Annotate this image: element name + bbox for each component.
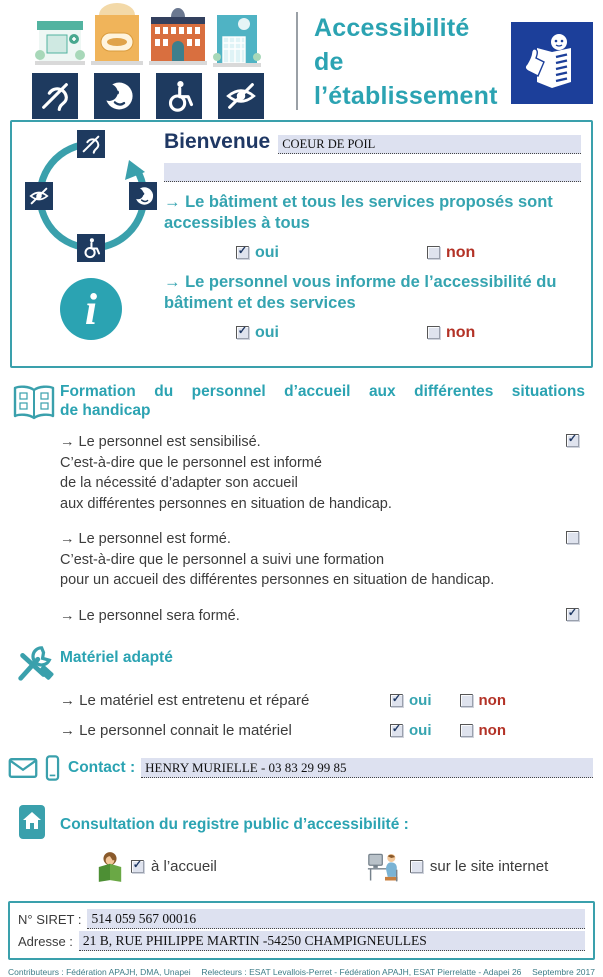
site-internet-checkbox[interactable]	[410, 860, 423, 873]
materiel-label: → Le personnel connait le matériel	[60, 721, 292, 739]
accueil-label: à l’accueil	[151, 858, 217, 876]
materiel-section-header	[8, 642, 595, 684]
materiel-label: → Le matériel est entretenu et réparé	[60, 691, 310, 709]
q2-oui-label: oui	[255, 323, 279, 341]
consultation-options	[96, 851, 603, 883]
item-title: → Le personnel est sensibilisé.	[60, 434, 261, 450]
disability-cycle-icon	[25, 130, 157, 262]
item-detail: de la nécessité d’adapter son accueil	[60, 475, 298, 492]
header	[0, 0, 603, 118]
materiel-heading: Matériel adapté	[60, 648, 173, 666]
item-title: → Le personnel sera formé.	[60, 608, 240, 625]
contact-label: Contact :	[68, 758, 136, 776]
welcome-label: Bienvenue	[164, 130, 271, 153]
item-detail: C’est-à-dire que le personnel a suivi une formation	[60, 551, 385, 568]
question-staff-informs: → Le personnel vous informe de l’accessibilité du bâtiment et des services	[164, 272, 557, 313]
q2-oui-checkbox[interactable]: ✓	[237, 325, 248, 338]
siret-input[interactable]: 514 059 567 00016	[87, 909, 585, 929]
envelope-icon	[8, 757, 38, 779]
accueil-checkbox[interactable]: ✓	[132, 859, 143, 872]
q2-non-checkbox[interactable]	[427, 326, 440, 339]
formation-section-header	[8, 382, 595, 422]
hearing-impairment-icon	[32, 73, 78, 119]
item-detail: pour un accueil des différentes personnes en situation de handicap.	[60, 572, 495, 589]
easy-read-logo	[511, 22, 593, 104]
materiel-entretenu-oui-checkbox[interactable]: ✓	[391, 692, 402, 705]
pharmacy-building-icon	[35, 15, 85, 67]
formation-item-forme	[60, 529, 579, 591]
establishment-name-input[interactable]: COEUR DE POIL	[278, 135, 581, 154]
footer-relecteurs: Relecteurs : ESAT Levallois-Perret - Fédération APAJH, ESAT Pierrelatte - Adapei 26	[201, 966, 522, 977]
q1-non-checkbox[interactable]	[427, 246, 440, 259]
non-label: non	[478, 721, 506, 739]
oui-label: oui	[409, 721, 432, 739]
materiel-row-entretenu	[60, 692, 579, 709]
town-hall-building-icon	[149, 7, 207, 67]
q2-non-label: non	[446, 323, 476, 341]
visual-impairment-icon	[218, 73, 264, 119]
page-title-line2: de l’établissement	[314, 48, 498, 110]
consultation-heading: Consultation du registre public d’accessibilité :	[60, 815, 409, 833]
consultation-section-header	[8, 801, 595, 841]
formation-items	[60, 432, 579, 627]
materiel-entretenu-non-checkbox[interactable]	[460, 694, 473, 707]
bakery-building-icon	[91, 9, 143, 67]
person-reading-icon	[96, 851, 124, 883]
materiel-row-connait	[60, 722, 579, 739]
sera-forme-checkbox[interactable]: ✓	[567, 607, 578, 620]
store-building-icon	[213, 11, 261, 67]
adresse-label: Adresse :	[18, 933, 73, 949]
open-book-icon	[8, 382, 60, 422]
formation-item-sensibilise	[60, 432, 579, 514]
register-book-icon	[8, 801, 60, 841]
identity-box	[8, 901, 595, 960]
tools-icon	[8, 642, 60, 684]
phone-icon	[45, 755, 60, 781]
formation-heading-line1: Formation du personnel d’accueil aux différentes situations	[60, 383, 585, 400]
q1-non-label: non	[446, 243, 476, 261]
wheelchair-icon	[156, 73, 202, 119]
contact-section	[8, 755, 593, 781]
contact-input[interactable]: HENRY MURIELLE - 03 83 29 99 85	[141, 758, 593, 778]
item-detail: aux différentes personnes en situation de handicap.	[60, 495, 392, 512]
question-building-accessible: → Le bâtiment et tous les services proposés sont accessibles à tous	[164, 193, 553, 233]
item-detail: C’est-à-dire que le personnel est informé	[60, 454, 322, 471]
site-internet-label: sur le site internet	[429, 858, 549, 876]
materiel-connait-non-checkbox[interactable]	[460, 724, 473, 737]
siret-row	[18, 909, 585, 929]
info-icon: i	[60, 278, 122, 340]
siret-label: N° SIRET :	[18, 911, 82, 927]
option-site-internet	[367, 851, 548, 883]
establishment-name-input-line2[interactable]	[164, 163, 581, 182]
header-logos	[0, 8, 296, 118]
adresse-row	[18, 931, 585, 951]
option-accueil	[96, 851, 217, 883]
sensibilise-checkbox[interactable]: ✓	[567, 433, 578, 445]
header-title-block	[298, 8, 603, 118]
disability-icons-row	[32, 73, 264, 119]
welcome-box	[10, 120, 593, 368]
non-label: non	[478, 691, 506, 709]
materiel-connait-oui-checkbox[interactable]: ✓	[391, 722, 402, 735]
forme-checkbox[interactable]	[566, 531, 579, 544]
formation-item-sera-forme	[60, 606, 579, 627]
footer-date: Septembre 2017	[532, 966, 595, 977]
person-at-computer-icon	[367, 851, 403, 883]
adresse-input[interactable]: 21 B, RUE PHILIPPE MARTIN -54250 CHAMPIGNEULLES	[79, 931, 585, 951]
buildings-illustration	[35, 7, 261, 67]
q1-oui-checkbox[interactable]: ✓	[237, 245, 248, 258]
formation-heading-line2: de handicap	[60, 402, 151, 420]
materiel-rows	[60, 692, 579, 739]
footer	[8, 967, 595, 977]
welcome-illustrations	[18, 130, 164, 354]
item-title: → Le personnel est formé.	[60, 531, 231, 548]
page-title-line1: Accessibilité	[314, 14, 470, 43]
footer-contributeurs: Contributeurs : Fédération APAJH, DMA, Unapei	[8, 966, 191, 977]
cognitive-impairment-icon	[94, 73, 140, 119]
q1-oui-label: oui	[255, 243, 279, 261]
oui-label: oui	[409, 691, 432, 709]
